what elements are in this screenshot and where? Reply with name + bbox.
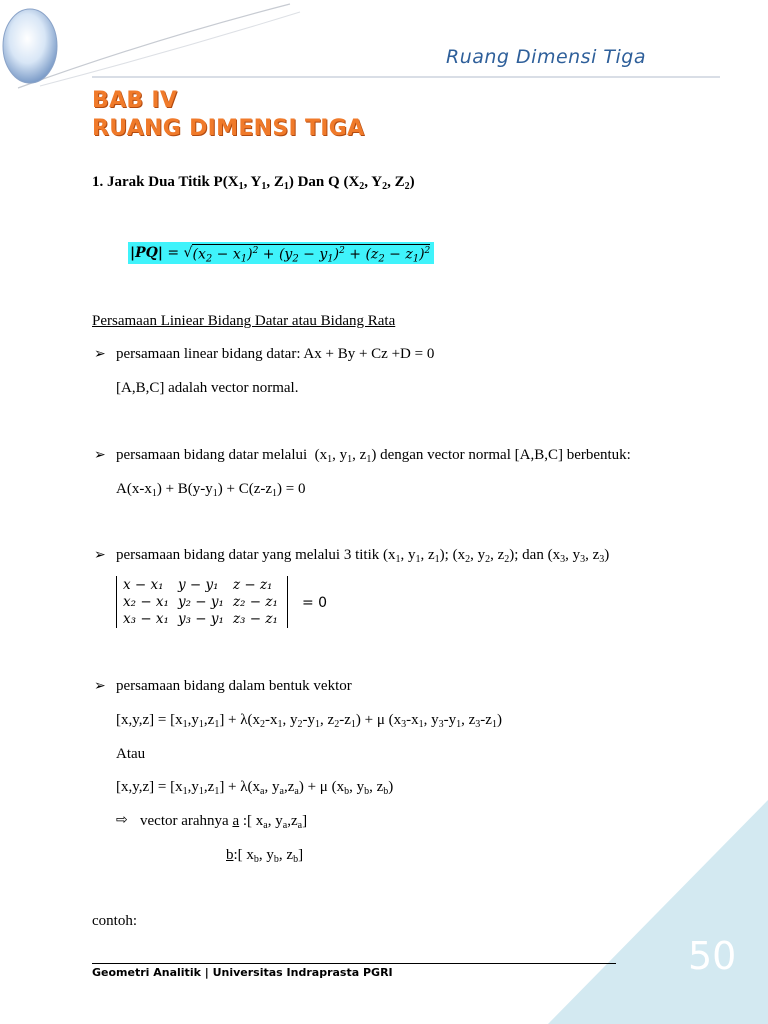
plane-through-point-text: persamaan bidang datar melalui ($x_1$, $y_1$, $z_1$) dengan vector normal [A,B,C] berbentuk: xyxy=(116,447,631,465)
bullet-arrow-icon: ➢ xyxy=(94,548,106,563)
footer-text: Geometri Analitik | Universitas Indraprasta PGRI xyxy=(92,966,393,979)
example-label: contoh: xyxy=(92,913,137,929)
determinant-matrix xyxy=(116,576,288,628)
arrow-right-icon: ⇨ xyxy=(116,813,128,828)
footer-divider xyxy=(92,963,616,964)
matrix-cell: z₂ − z₁ xyxy=(232,593,278,610)
linear-plane-equation: persamaan linear bidang datar: Ax + By + Cz +D = 0 xyxy=(116,346,435,362)
matrix-equals-zero: = 0 xyxy=(302,595,328,611)
normal-vector-note: [A,B,C] adalah vector normal. xyxy=(116,380,299,396)
chapter-title: RUANG DIMENSI TIGA xyxy=(92,116,365,141)
bullet-arrow-icon: ➢ xyxy=(94,347,106,362)
chapter-number: BAB IV xyxy=(92,88,178,113)
section-heading: 1. Jarak Dua Titik $P(X_1$, $Y_1$, $Z_1$) Dan Q ($X_2$, $Y_2$, $Z_2$) xyxy=(92,174,415,192)
point-normal-equation: $A(x-x_1) + B(y-y_1) + C(z-z_1) = 0$ xyxy=(116,481,306,499)
matrix-cell: z₃ − z₁ xyxy=(232,610,278,627)
three-points-text: persamaan bidang datar yang melalui 3 titik ($x_1$, $y_1$, $z_1$); ($x_2$, $y_2$, $z_2$); dan ($x_3$, $y_3$, $z_3$) xyxy=(116,547,610,565)
matrix-cell: z − z₁ xyxy=(232,576,273,593)
direction-vector-a: vector arahnya a :[ $x_a$, $y_a,z_a$] xyxy=(140,813,308,831)
matrix-cell: x₃ − x₁ xyxy=(123,610,169,627)
bullet-arrow-icon: ➢ xyxy=(94,448,106,463)
bullet-arrow-icon: ➢ xyxy=(94,679,106,694)
vector-equation-2: $[x,y,z] = [x_1,y_1,z_1] + \lambda(x_a$, $y_a,z_a) + \mu$ ($x_b$, $y_b$, $z_b$) xyxy=(116,779,394,797)
direction-vector-b: b:[ $x_b$, $y_b$, $z_b$] xyxy=(226,847,304,865)
matrix-cell: x − x₁ xyxy=(123,576,164,593)
atau-text: Atau xyxy=(116,746,146,762)
distance-formula: | PQ | = √ $(x_2 - x_1)^2 + (y_2 - y_1)^2 + (z_2 - z_1)^2$ xyxy=(128,242,434,264)
matrix-cell: y − y₁ xyxy=(177,576,219,593)
page-number: 50 xyxy=(688,934,737,978)
vector-form-text: persamaan bidang dalam bentuk vektor xyxy=(116,678,352,694)
header-title: Ruang Dimensi Tiga xyxy=(446,46,646,68)
matrix-cell: y₂ − y₁ xyxy=(177,593,224,610)
orb-logo-icon xyxy=(3,9,57,83)
section-title: Persamaan Liniear Bidang Datar atau Bidang Rata xyxy=(92,313,396,329)
vector-equation-1: $[x,y,z] = [x_1,y_1,z_1] + \lambda(x_2-x_1$, $y_2-y_1$, $z_2-z_1) + \mu$ ($x_3-x_1$, $y_3-y_1$, $z_3-z_1$) xyxy=(116,712,502,730)
matrix-cell: x₂ − x₁ xyxy=(123,593,169,610)
matrix-cell: y₃ − y₁ xyxy=(177,610,224,627)
